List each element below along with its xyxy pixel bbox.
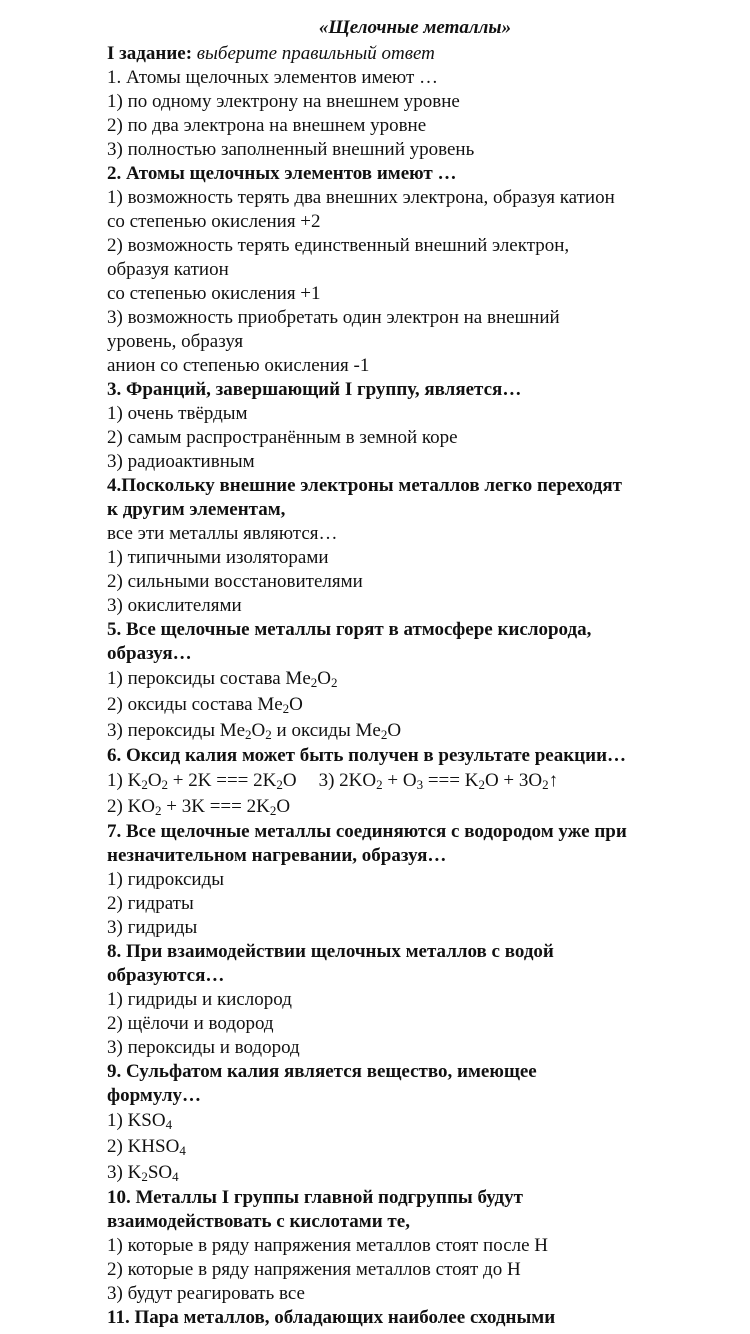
question-5-option-1: 1) пероксиды состава $Me_2O_2$	[107, 668, 338, 690]
question-9-option-2: 2) $KHSO_4$	[107, 1136, 186, 1158]
question-1: 1. Атомы щелочных элементов имеют …	[107, 67, 439, 88]
question-10-option-2: 2) которые в ряду напряжения металлов стоят до H	[107, 1259, 521, 1280]
question-2-line: 3) возможность приобретать один электрон на внешний	[107, 307, 560, 328]
question-7-option-2: 2) гидраты	[107, 893, 194, 914]
question-1-option-1: 1) по одному электрону на внешнем уровне	[107, 91, 460, 112]
question-2-line: уровень, образуя	[107, 331, 244, 352]
task-heading	[107, 42, 743, 66]
question-2-line: образуя катион	[107, 259, 229, 280]
question-4-option-2: 2) сильными восстановителями	[107, 571, 363, 592]
question-7: 7. Все щелочные металлы соединяются с водородом уже при	[107, 821, 627, 842]
question-1-option-2: 2) по два электрона на внешнем уровне	[107, 115, 427, 136]
question-4: 4.Поскольку внешние электроны металлов легко переходят	[107, 475, 622, 496]
question-6-reactions-1-3	[107, 768, 743, 794]
question-10: 10. Металлы I группы главной подгруппы будут	[107, 1187, 524, 1208]
question-5-option-2: 2) оксиды состава $Me_2O$	[107, 694, 303, 716]
question-2-line: 2) возможность терять единственный внешний электрон,	[107, 235, 570, 256]
question-9-option-1: 1) $KSO_4$	[107, 1110, 173, 1132]
question-8-option-3: 3) пероксиды и водород	[107, 1037, 300, 1058]
question-4-option-1: 1) типичными изоляторами	[107, 547, 329, 568]
task-label: I задание:	[107, 43, 193, 64]
question-2-line: 1) возможность терять два внешних электрона, образуя катион	[107, 187, 615, 208]
question-3: 3. Франций, завершающий I группу, является…	[107, 379, 522, 400]
question-7-option-1: 1) гидроксиды	[107, 869, 224, 890]
question-4-cont: к другим элементам,	[107, 499, 286, 520]
question-11: 11. Пара металлов, обладающих наиболее сходными	[107, 1307, 556, 1328]
question-8-cont: образуются…	[107, 965, 225, 986]
question-1-option-3: 3) полностью заполненный внешний уровень	[107, 139, 475, 160]
question-8-option-1: 1) гидриды и кислород	[107, 989, 292, 1010]
question-8: 8. При взаимодействии щелочных металлов с водой	[107, 941, 554, 962]
reaction-3: 3) $2KO_2 + O_3$ === $K_2O$ + $3O_2↑$	[318, 770, 559, 792]
reaction-1: 1) $K_2O_2 + 2K$ === $2K_2O$	[107, 770, 297, 792]
question-9-cont: формулу…	[107, 1085, 202, 1106]
question-2-line: со степенью окисления +1	[107, 283, 321, 304]
question-3-option-1: 1) очень твёрдым	[107, 403, 248, 424]
question-6-reaction-2: 2) $KO_2 + 3K$ === $2K_2O$	[107, 796, 291, 818]
question-8-option-2: 2) щёлочи и водород	[107, 1013, 274, 1034]
question-5-option-3: 3) пероксиды $Me_2O_2$ и оксиды $Me_2O$	[107, 720, 402, 742]
question-2: 2. Атомы щелочных элементов имеют …	[107, 163, 457, 184]
question-10-option-1: 1) которые в ряду напряжения металлов стоят после H	[107, 1235, 549, 1256]
question-9-option-3: 3) $K_2SO_4$	[107, 1162, 179, 1184]
question-4-sub: все эти металлы являются…	[107, 523, 338, 544]
question-7-option-3: 3) гидриды	[107, 917, 198, 938]
question-7-cont: незначительном нагревании, образуя…	[107, 845, 447, 866]
question-2-line: анион со степенью окисления -1	[107, 355, 370, 376]
question-5: 5. Все щелочные металлы горят в атмосфере кислорода,	[107, 619, 592, 640]
question-6: 6. Оксид калия может быть получен в результате реакции…	[107, 745, 627, 766]
page-title: «Щелочные металлы»	[318, 17, 512, 38]
question-5-cont: образуя…	[107, 643, 192, 664]
question-10-cont: взаимодействовать с кислотами те,	[107, 1211, 410, 1232]
question-2-line: со степенью окисления +2	[107, 211, 321, 232]
task-instruction: выберите правильный ответ	[192, 43, 435, 64]
question-10-option-3: 3) будут реагировать все	[107, 1283, 305, 1304]
worksheet	[107, 16, 743, 1330]
question-9: 9. Сульфатом калия является вещество, имеющее	[107, 1061, 537, 1082]
question-4-option-3: 3) окислителями	[107, 595, 242, 616]
question-3-option-2: 2) самым распространённым в земной коре	[107, 427, 458, 448]
question-3-option-3: 3) радиоактивным	[107, 451, 255, 472]
